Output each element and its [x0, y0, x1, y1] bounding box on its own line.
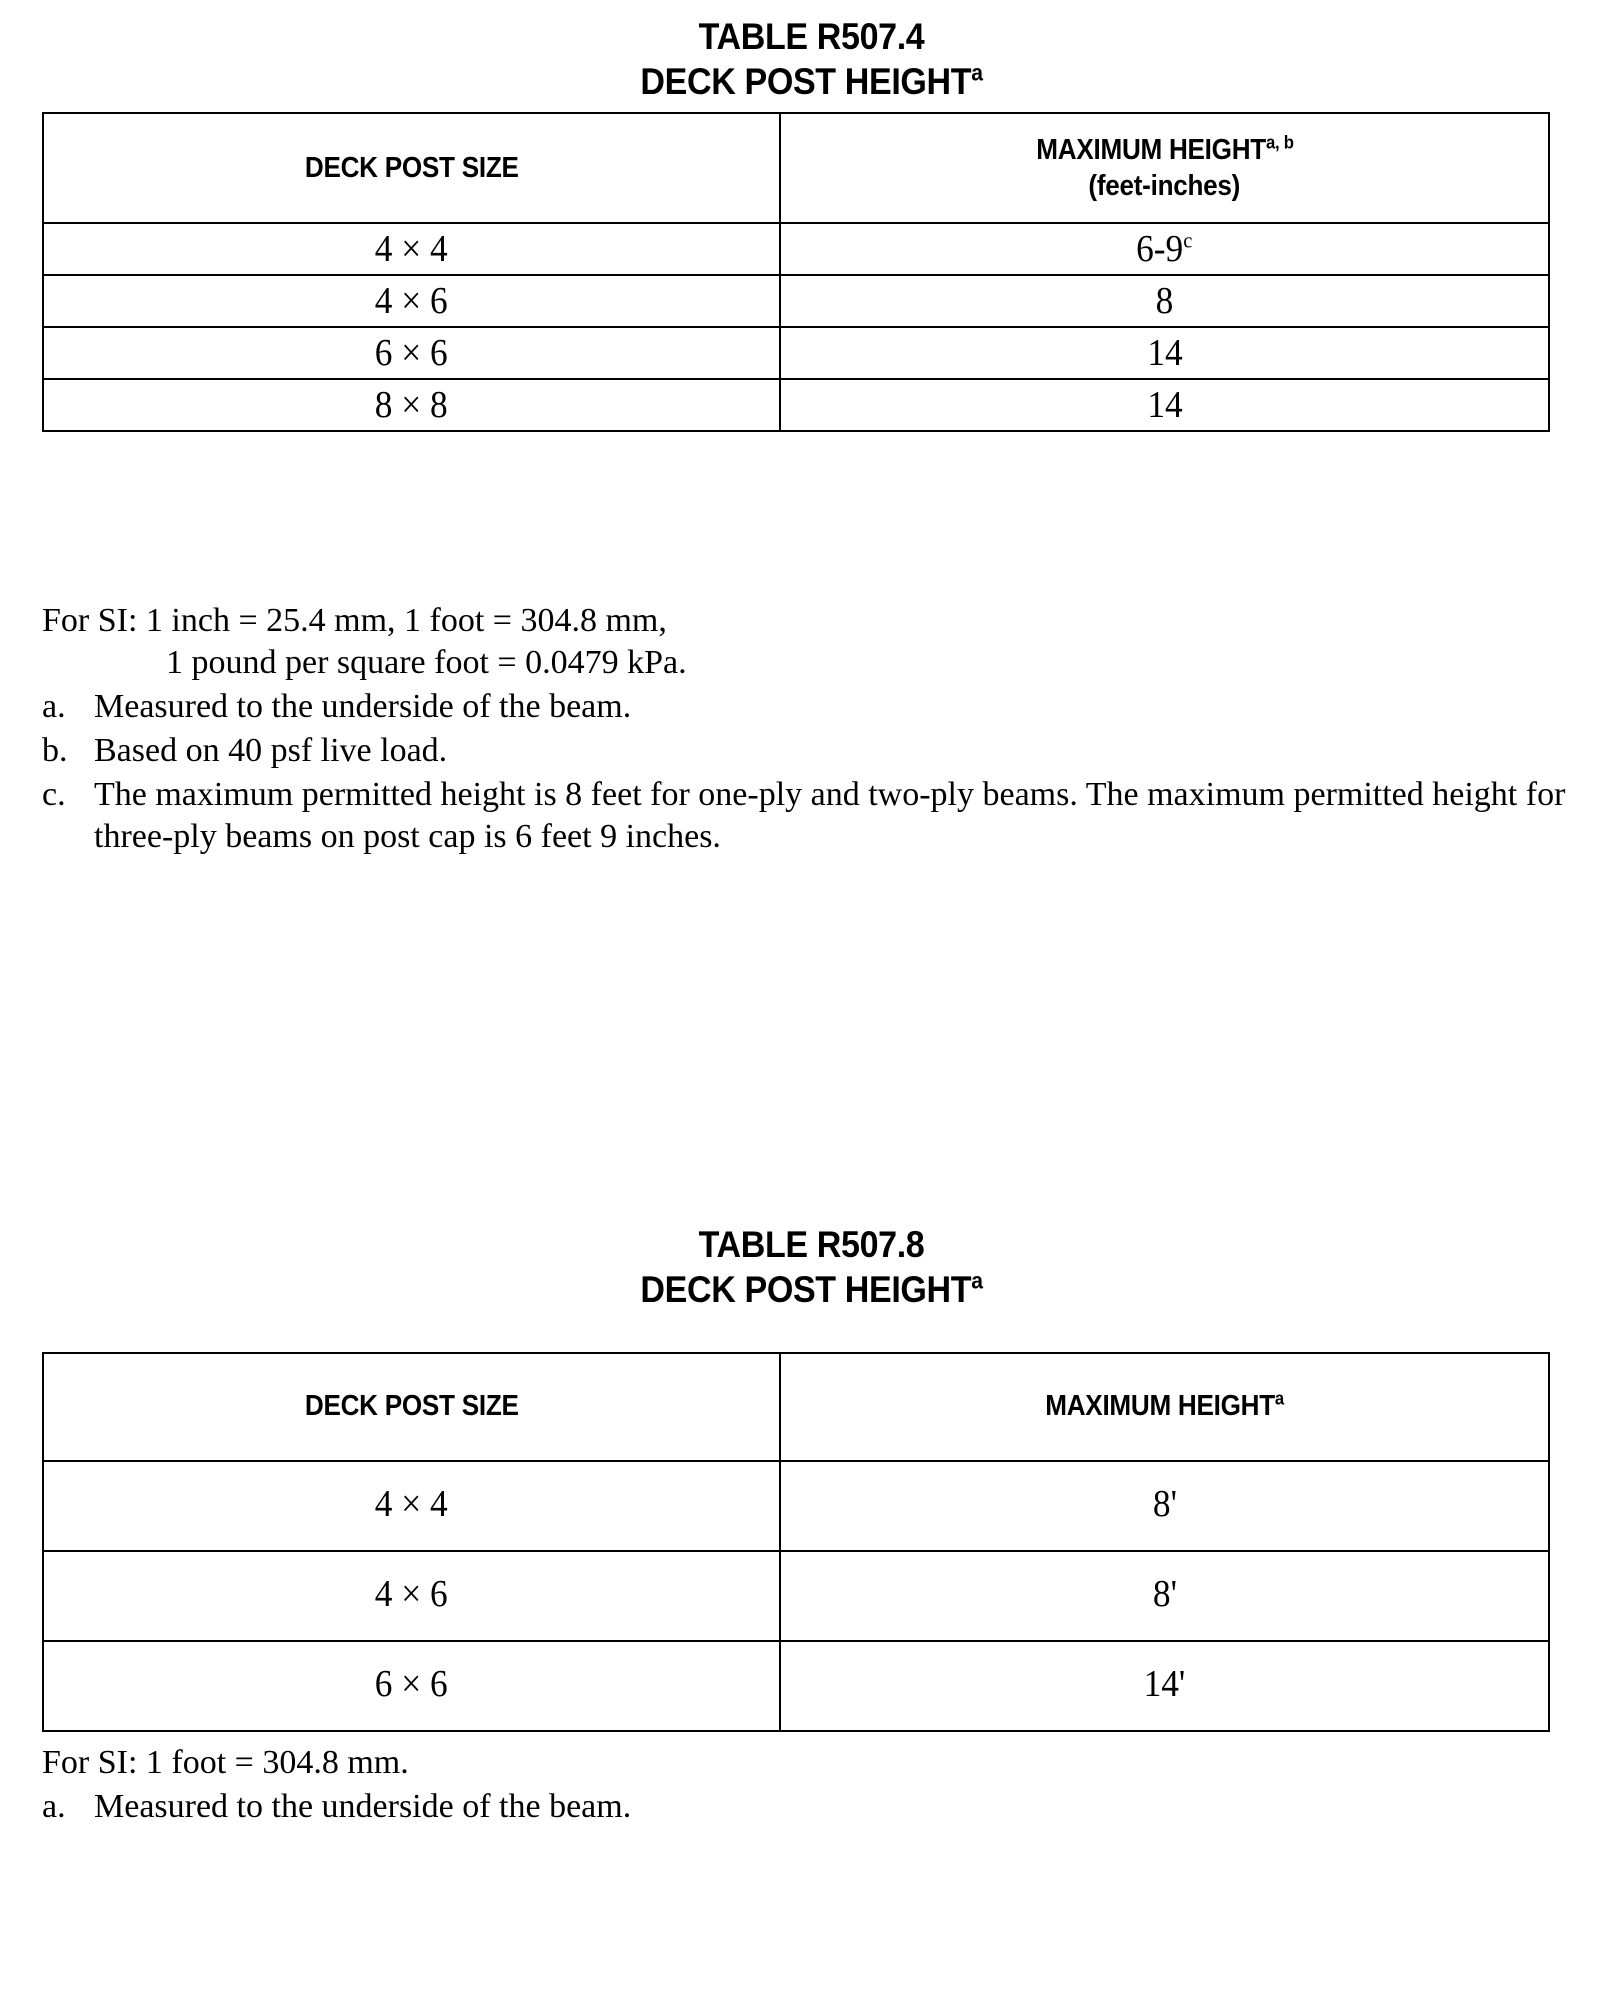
cell-post-size: 6 × 6 — [43, 327, 780, 379]
footnote-marker: a. — [42, 1788, 66, 1825]
cell-max-height: 6-9$^c$ — [780, 223, 1549, 275]
header-deck-post-size: DECK POST SIZE — [43, 113, 780, 223]
table-r5078-title — [42, 1222, 1581, 1312]
header-maximum-height — [780, 113, 1549, 223]
header-deck-post-size: DECK POST SIZE — [43, 1353, 780, 1461]
table-row — [43, 223, 1549, 275]
table-title-line1: TABLE R507.4 — [698, 16, 925, 57]
table-row — [43, 275, 1549, 327]
cell-post-size: 6 × 6 — [43, 1641, 780, 1731]
deck-post-height-table-2 — [42, 1352, 1550, 1732]
footnote-marker: c. — [42, 776, 66, 813]
footnote-marker: a. — [42, 688, 66, 725]
table-title-line2: DECK POST HEIGHT$^a$ — [640, 1267, 983, 1310]
footnote-text: Measured to the underside of the beam. — [94, 1788, 632, 1825]
table-r5074-notes — [42, 600, 1587, 858]
cell-max-height: 14 — [780, 327, 1549, 379]
cell-max-height: 14' — [780, 1641, 1549, 1731]
cell-post-size: 8 × 8 — [43, 379, 780, 431]
footnote-text: Based on 40 psf live load. — [94, 732, 448, 769]
header-superscript: a — [1274, 1387, 1284, 1409]
cell-max-height: 14 — [780, 379, 1549, 431]
si-note-line-2: 1 pound per square foot = 0.0479 kPa. — [166, 644, 687, 681]
footnote-text: Measured to the underside of the beam. — [94, 688, 632, 725]
table-r5078 — [42, 1352, 1581, 1732]
header-maximum-height-line1: MAXIMUM HEIGHT$^{a, b}$ — [1035, 131, 1294, 166]
header-maximum-height-line1: MAXIMUM HEIGHT$^a$ — [1045, 1387, 1284, 1422]
table-row — [43, 1641, 1549, 1731]
header-superscript: a, b — [1265, 131, 1294, 153]
cell-superscript: c — [1183, 227, 1193, 253]
cell-max-height: 8 — [780, 275, 1549, 327]
table-header-row — [43, 113, 1549, 223]
footnote-c — [42, 774, 1587, 858]
si-note-line-1: For SI: 1 foot = 304.8 mm. — [42, 1744, 409, 1781]
footnote-b — [42, 730, 1587, 772]
cell-max-height: 8' — [780, 1461, 1549, 1551]
si-note-line-1: For SI: 1 inch = 25.4 mm, 1 foot = 304.8 mm, — [42, 602, 667, 639]
table-header-row — [43, 1353, 1549, 1461]
footnote-marker: b. — [42, 732, 68, 769]
title-superscript: a — [971, 1267, 983, 1294]
footnote-a — [42, 686, 1587, 728]
cell-post-size: 4 × 6 — [43, 275, 780, 327]
table-row — [43, 1551, 1549, 1641]
table-row — [43, 379, 1549, 431]
title-superscript: a — [971, 59, 983, 86]
cell-post-size: 4 × 4 — [43, 223, 780, 275]
table-r5074-title — [42, 14, 1581, 104]
table-title-line2: DECK POST HEIGHT$^a$ — [640, 59, 983, 102]
cell-post-size: 4 × 6 — [43, 1551, 780, 1641]
footnote-text: The maximum permitted height is 8 feet for one-ply and two-ply beams. The maximum permitted height for three-ply beams on post cap is 6 feet 9 inches. — [94, 776, 1566, 855]
header-maximum-height — [780, 1353, 1549, 1461]
deck-post-height-table-1 — [42, 112, 1550, 432]
table-title-text — [104, 14, 1520, 104]
cell-post-size: 4 × 4 — [43, 1461, 780, 1551]
table-row — [43, 1461, 1549, 1551]
header-maximum-height-line2: (feet-inches) — [1088, 170, 1241, 202]
footnote-a — [42, 1786, 1587, 1828]
table-row — [43, 327, 1549, 379]
table-r5078-notes — [42, 1742, 1587, 1828]
table-title-line1: TABLE R507.8 — [698, 1224, 925, 1265]
table-r5074 — [42, 112, 1581, 432]
table-title-text — [104, 1222, 1520, 1312]
cell-max-height: 8' — [780, 1551, 1549, 1641]
